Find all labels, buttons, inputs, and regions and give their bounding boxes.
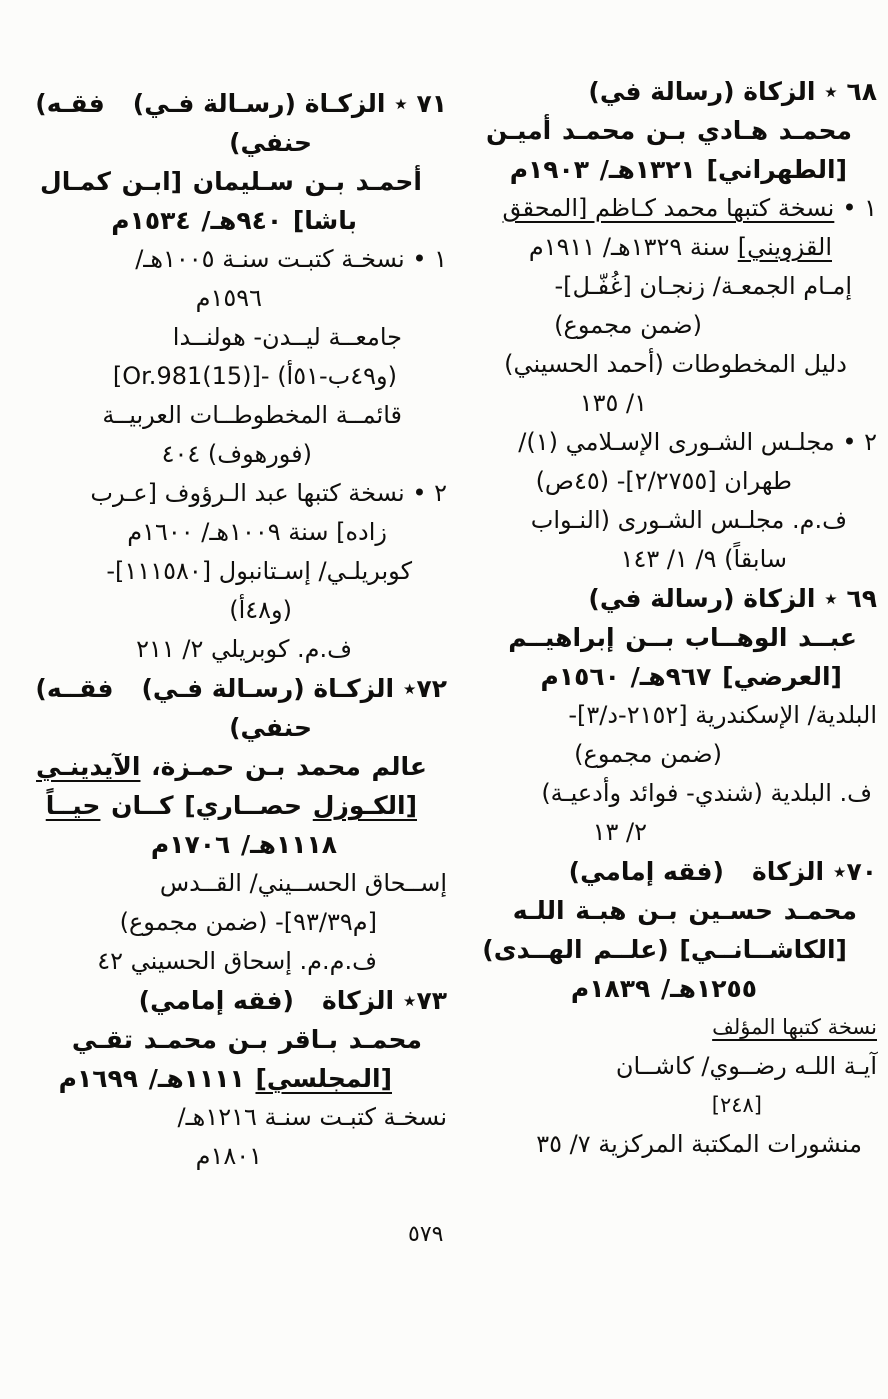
author-name-part: عالم محمد بـن حمـزة، <box>140 752 427 781</box>
right-column <box>453 72 877 1164</box>
entry70-author-line3: ١٢٥٥هـ/ ١٨٣٩م <box>570 974 757 1003</box>
scribe-cont-underlined: القزويني] <box>737 233 832 261</box>
entry69-ref-line2: ٢/ ١٣ <box>592 818 647 846</box>
author-alive-underlined: حيــاً <box>45 791 101 820</box>
entry71-copy1-ref-line1: قائمــة المخطوطــات العربيــة <box>102 401 402 429</box>
page-number: ٥٧٩ <box>408 1222 444 1247</box>
entry69-header-text: ٦٩ ٭ الزكاة (رسالة في) <box>588 584 877 613</box>
entry71-copy2-location: كوبريلـي/ إسـتانبول [١١١٥٨٠]- <box>106 557 412 585</box>
entry68-copy2-line1: ٢ • مجلـس الشـورى الإسـلامي (١)/ <box>518 428 877 456</box>
entry70-scribe-note <box>453 1008 877 1047</box>
scribe-cont-rest: سنة ١٣٢٩هـ/ ١٩١١م <box>528 233 731 261</box>
entry70-header-title: ٧٠٭ الزكاة <box>751 857 877 886</box>
entry72-author-line3: ١١١٨هـ/ ١٧٠٦م <box>150 830 337 859</box>
entry70-ref: منشورات المكتبة المركزية ٧/ ٣٥ <box>536 1130 862 1158</box>
entry69-author-line2: [العرضي] ٩٦٧هـ/ ١٥٦٠م <box>540 662 842 691</box>
entry71-author-line1: أحمـد بـن سـليمان [ابـن كمـال <box>40 167 422 196</box>
entry70-header <box>453 852 877 891</box>
entry71-copy2-line1: ٢ • نسخة كتبها عبد الـرؤوف [عـرب <box>90 479 447 507</box>
entry68-copy1-location: إمـام الجمعـة/ زنجـان [غُفّـل]- <box>554 272 852 300</box>
author-dates: ١١١١هـ/ ١٦٩٩م <box>58 1064 256 1093</box>
author-laqab-underlined: [المجلسي] <box>255 1064 392 1093</box>
entry71-header-title: ٧١ ٭ الزكـاة (رسـالة فـي) <box>132 89 447 118</box>
entry71-copy1-location: جامعــة ليــدن- هولنــدا <box>172 323 402 351</box>
entry68-copy1-scribe-cont <box>453 228 877 267</box>
entry71-copy2-folios: (و٤٨أ) <box>229 596 292 624</box>
entry68-copy2-line2: طهران [٢/٢٧٥٥]- (٤٥ص) <box>535 467 792 495</box>
entry68-copy1-ref-line1: دليل المخطوطات (أحمد الحسيني) <box>504 350 847 378</box>
latin-shelfmark: [Or.981(15)]- <box>112 362 270 390</box>
author-line2-mid: حصــاري] كــان <box>100 791 313 820</box>
entry68-copy1-ref-line2: ١/ ١٣٥ <box>579 389 647 417</box>
entry68-copy2-ref-line1: ف.م. مجلـس الشـورى (النـواب <box>530 506 847 534</box>
entry70-author-line2: [الكاشــانــي] (علــم الهــدى) <box>482 935 847 964</box>
entry68-copy2-ref-line2: سابقاً) ٩/ ١/ ١٤٣ <box>620 545 787 573</box>
entry71-copy2-ref: ف.م. كوبريلي ٢/ ٢١١ <box>136 635 352 663</box>
entry72-header-title: ٧٢٭ الزكـاة (رسـالة فـي) <box>141 674 447 703</box>
entry71-copy1-shelfmark-line <box>33 357 447 396</box>
entry68-copy1-collection: (ضمن مجموع) <box>554 311 702 339</box>
author-nisba-underlined: الآيدينـي <box>36 752 141 781</box>
entry72-header-class: (فقــه <box>35 674 114 703</box>
entry72-location: إســحاق الحســيني/ القــدس <box>159 869 447 897</box>
entry68-header <box>453 72 877 111</box>
entry71-copy1-ref-line2: (فورهوف) ٤٠٤ <box>161 440 312 468</box>
entry73-header-title: ٧٣٭ الزكاة <box>321 986 447 1015</box>
entry71-header <box>33 84 447 123</box>
entry73-author-line2 <box>33 1059 447 1098</box>
copy-number: ١ • <box>842 194 877 222</box>
entry70-location: آيـة اللـه رضــوي/ كاشــان <box>615 1052 877 1080</box>
entry72-header-class-cont: حنفي) <box>229 713 312 742</box>
entry69-author-line1: عبــد الوهــاب بــن إبراهيــم <box>508 623 857 652</box>
entry71-author-line2: باشا] ٩٤٠هـ/ ١٥٣٤م <box>111 206 357 235</box>
scribe-note-underlined: نسخة كتبها المؤلف <box>712 1015 877 1039</box>
scribe-text-underlined: نسخة كتبها محمد كـاظم [المحقق <box>502 194 835 222</box>
entry72-author-line1 <box>33 747 447 786</box>
entry71-header-class-cont: حنفي) <box>229 128 312 157</box>
entry68-author-line2: [الطهراني] ١٣٢١هـ/ ١٩٠٣م <box>509 155 847 184</box>
entry70-shelfmark: [٢٤٨] <box>711 1093 762 1117</box>
entry71-copy1-line2: ١٥٩٦م <box>195 284 262 312</box>
entry71-header-class: (فقـه <box>35 89 105 118</box>
entry68-copy1-scribe-line <box>453 189 877 228</box>
author-laqab-underlined: [الكـوزل <box>312 791 417 820</box>
entry73-author-line1: محمـد بـاقر بـن محمـد تقـي <box>71 1025 422 1054</box>
entry68-header-text: ٦٨ ٭ الزكاة (رسالة في) <box>588 77 877 106</box>
entry71-copy1-line1: ١ • نسخـة كتبـت سنـة ١٠٠٥هـ/ <box>135 245 447 273</box>
entry70-header-class: (فقه إمامي) <box>568 857 724 886</box>
entry71-copy2-line2: زاده] سنة ١٠٠٩هـ/ ١٦٠٠م <box>127 518 387 546</box>
entry72-shelfmark-line: [م٩٣/٣٩]- (ضمن مجموع) <box>119 908 377 936</box>
entry69-collection: (ضمن مجموع) <box>574 740 722 768</box>
entry69-ref-line1: ف. البلدية (شندي- فوائد وأدعيـة) <box>541 779 872 807</box>
entry72-author-line2 <box>33 786 447 825</box>
entry73-copy-line2: ١٨٠١م <box>195 1142 262 1170</box>
entry68-author-line1: محمـد هـادي بـن محمـد أميـن <box>485 116 852 145</box>
entry69-header <box>453 579 877 618</box>
left-column <box>33 84 447 1176</box>
entry73-header <box>33 981 447 1020</box>
entry73-header-class: (فقه إمامي) <box>138 986 294 1015</box>
entry69-location: البلدية/ الإسكندرية [٢١٥٢-د/٣]- <box>568 701 877 729</box>
entry70-author-line1: محمـد حسـين بـن هبـة اللـه <box>512 896 857 925</box>
entry72-header <box>33 669 447 708</box>
entry72-ref: ف.م.م. إسحاق الحسيني ٤٢ <box>97 947 377 975</box>
folio-range: (و٤٩ب-٥١أ) <box>277 362 397 390</box>
entry73-copy-line1: نسخـة كتبـت سنـة ١٢١٦هـ/ <box>177 1103 447 1131</box>
